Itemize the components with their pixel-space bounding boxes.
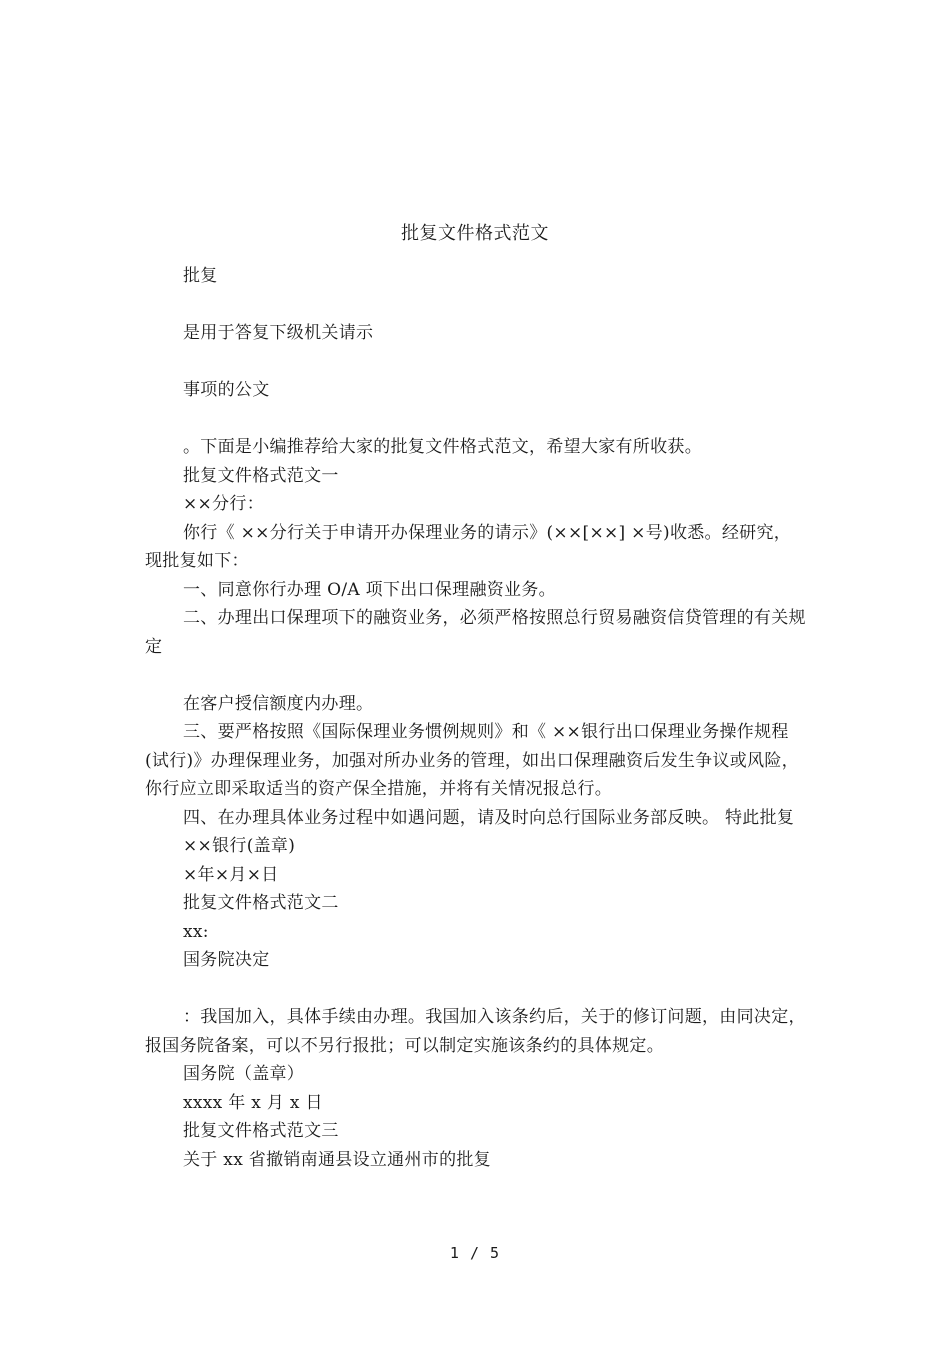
paragraph: ：我国加入，具体手续由办理。我国加入该条约后，关于的修订问题，由同决定，报国务院备案，可以不另行报批；可以制定实施该条约的具体规定。 bbox=[145, 1007, 806, 1056]
date: ×年×月×日 bbox=[183, 864, 279, 885]
document-title: 批复文件格式范文 bbox=[401, 223, 549, 244]
document-body bbox=[145, 262, 807, 1174]
paragraph: 在客户授信额度内办理。 bbox=[183, 693, 374, 714]
paragraph: 。下面是小编推荐给大家的批复文件格式范文，希望大家有所收获。 bbox=[183, 437, 702, 457]
paragraph: 关于 xx 省撤销南通县设立通州市的批复 bbox=[183, 1149, 491, 1170]
date: xxxx 年 x 月 x 日 bbox=[183, 1092, 323, 1113]
paragraph: 你行《 ××分行关于申请开办保理业务的请示》(××[××] ×号)收悉。经研究，现批复如下： bbox=[145, 522, 792, 571]
paragraph: 二、办理出口保理项下的融资业务，必须严格按照总行贸易融资信贷管理的有关规定 bbox=[145, 608, 806, 657]
addressee: xx: bbox=[183, 921, 209, 942]
paragraph: 三、要严格按照《国际保理业务惯例规则》和《 ××银行出口保理业务操作规程(试行)》办理保理业务，加强对所办业务的管理，如出口保理融资后发生争议或风险，你行应立即采取适当的资产保全措施，并将有关情况报总行。 bbox=[145, 722, 799, 799]
section-heading: 批复文件格式范文一 bbox=[183, 465, 339, 486]
paragraph: 一、同意你行办理 O/A 项下出口保理融资业务。 bbox=[183, 579, 556, 600]
addressee: ××分行： bbox=[183, 494, 264, 514]
paragraph: 是用于答复下级机关请示 bbox=[183, 323, 374, 343]
section-heading: 批复文件格式范文二 bbox=[183, 893, 339, 913]
page-indicator: 1 / 5 bbox=[449, 1244, 501, 1262]
section-heading: 批复文件格式范文三 bbox=[183, 1121, 339, 1141]
paragraph: 事项的公文 bbox=[183, 380, 270, 400]
paragraph: 国务院决定 bbox=[183, 950, 270, 970]
signature: 国务院（盖章） bbox=[183, 1064, 305, 1084]
paragraph: 批复 bbox=[183, 266, 218, 286]
paragraph: 四、在办理具体业务过程中如遇问题，请及时向总行国际业务部反映。 特此批复 bbox=[183, 807, 795, 828]
signature: ××银行(盖章) bbox=[183, 836, 296, 856]
